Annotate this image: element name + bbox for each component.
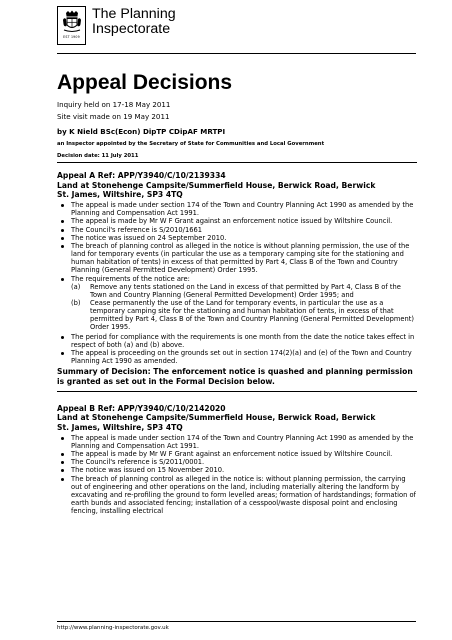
list-item: The notice was issued on 15 November 2010. bbox=[57, 466, 417, 474]
royal-crest-icon bbox=[57, 6, 86, 45]
organisation-name bbox=[92, 7, 176, 37]
footer-website-link[interactable]: http://www.planning-inspectorate.gov.uk bbox=[57, 625, 169, 631]
list-item: The appeal is proceeding on the grounds set out in section 174(2)(a) and (e) of the Town and Country Planning Act 1990 as amended. bbox=[57, 349, 417, 365]
list-item: The appeal is made by Mr W F Grant against an enforcement notice issued by Wiltshire Council. bbox=[57, 450, 417, 458]
requirement-marker: (a) bbox=[71, 282, 81, 291]
appeal-b-details bbox=[57, 434, 417, 516]
decision-date-divider bbox=[57, 162, 417, 163]
header-divider bbox=[57, 53, 416, 54]
crest-graphic bbox=[62, 10, 82, 34]
appeal-b-section bbox=[57, 404, 417, 516]
requirement-item bbox=[57, 283, 417, 299]
list-item: The Council's reference is S/2010/1661 bbox=[57, 226, 417, 234]
appeal-a-ref: Appeal A Ref: APP/Y3940/C/10/2139334 bbox=[57, 171, 226, 180]
requirement-text: Remove any tents stationed on the Land in excess of that permitted by Part 4, Class B of the Town and Country Planning (General Permitted Development) Order 1995; and bbox=[90, 282, 401, 299]
section-divider bbox=[57, 391, 417, 392]
list-item: The notice was issued on 24 September 2010. bbox=[57, 234, 417, 242]
appeal-b-ref: Appeal B Ref: APP/Y3940/C/10/2142020 bbox=[57, 403, 226, 413]
appeal-a-details bbox=[57, 201, 417, 283]
planning-inspectorate-logo bbox=[57, 6, 176, 45]
inspector-appointment: an Inspector appointed by the Secretary of State for Communities and Local Government bbox=[57, 141, 325, 147]
list-item: The breach of planning control as alleged in the notice is: without planning permission, the carrying out of engineering and other operations on the land, including materially altering the landform by excavating and re-profiling the ground to form levelled areas; formation of hardstandings; formation of earth bunds and associated fencing; installation of a cesspool/waste disposal point and enclosing fencing, installing electrical bbox=[57, 475, 417, 516]
document-body bbox=[57, 71, 417, 515]
requirement-marker: (b) bbox=[71, 298, 81, 307]
inspector-name: by K Nield BSc(Econ) DipTP CDipAF MRTPI bbox=[57, 127, 226, 136]
list-item: The appeal is made under section 174 of the Town and Country Planning Act 1990 as amended by the Planning and Compensation Act 1991. bbox=[57, 201, 417, 217]
crest-caption: EST 1909 bbox=[63, 35, 80, 39]
decision-date: Decision date: 11 July 2011 bbox=[57, 153, 139, 159]
appeal-a-site-line2: St. James, Wiltshire, SP3 4TQ bbox=[57, 190, 183, 200]
list-item: The appeal is made under section 174 of the Town and Country Planning Act 1990 as amended by the Planning and Compensation Act 1991. bbox=[57, 434, 417, 450]
requirement-text: Cease permanently the use of the Land for temporary events, in particular the use as a temporary camping site for the stationing and human habitation of tents, in excess of that permitted by Part 4, Class B of the Town and Country Planning (General Permitted Development) Order 1995. bbox=[90, 298, 414, 332]
list-item: The Council's reference is S/2011/0001. bbox=[57, 458, 417, 466]
org-name-line1: The Planning bbox=[92, 6, 176, 22]
list-item: The breach of planning control as alleged in the notice is without planning permission, the use of the land for temporary events (in particular the use as a temporary camping site for the stationing and human habitation of tents) in excess of that permitted by Part 4, Class B of the Town and Country Planning (General Permitted Development) Order 1995. bbox=[57, 242, 417, 275]
site-visit-text: Site visit made on 19 May 2011 bbox=[57, 111, 170, 121]
appeal-a-section bbox=[57, 171, 417, 392]
list-item: The period for compliance with the requirements is one month from the date the notice takes effect in respect of both (a) and (b) above. bbox=[57, 333, 417, 349]
list-item: The appeal is made by Mr W F Grant against an enforcement notice issued by Wiltshire Council. bbox=[57, 217, 417, 225]
appeal-a-heading bbox=[57, 171, 417, 200]
appeal-a-site-line1: Land at Stonehenge Campsite/Summerfield House, Berwick Road, Berwick bbox=[57, 180, 376, 190]
inquiry-held-text: Inquiry held on 17-18 May 2011 bbox=[57, 100, 171, 109]
page-title: Appeal Decisions bbox=[57, 71, 233, 94]
org-name-line2: Inspectorate bbox=[92, 21, 171, 37]
appeal-a-details-continued bbox=[57, 333, 417, 366]
appeal-b-site-line1: Land at Stonehenge Campsite/Summerfield House, Berwick Road, Berwick bbox=[57, 413, 376, 423]
appeal-b-heading bbox=[57, 404, 417, 433]
footer-divider bbox=[57, 621, 416, 622]
appeal-a-summary: Summary of Decision: The enforcement notice is quashed and planning permission is granted as set out in the Formal Decision below. bbox=[57, 367, 413, 386]
appeal-b-site-line2: St. James, Wiltshire, SP3 4TQ bbox=[57, 423, 183, 433]
list-item: The requirements of the notice are: bbox=[57, 275, 417, 283]
requirement-item bbox=[57, 299, 417, 332]
